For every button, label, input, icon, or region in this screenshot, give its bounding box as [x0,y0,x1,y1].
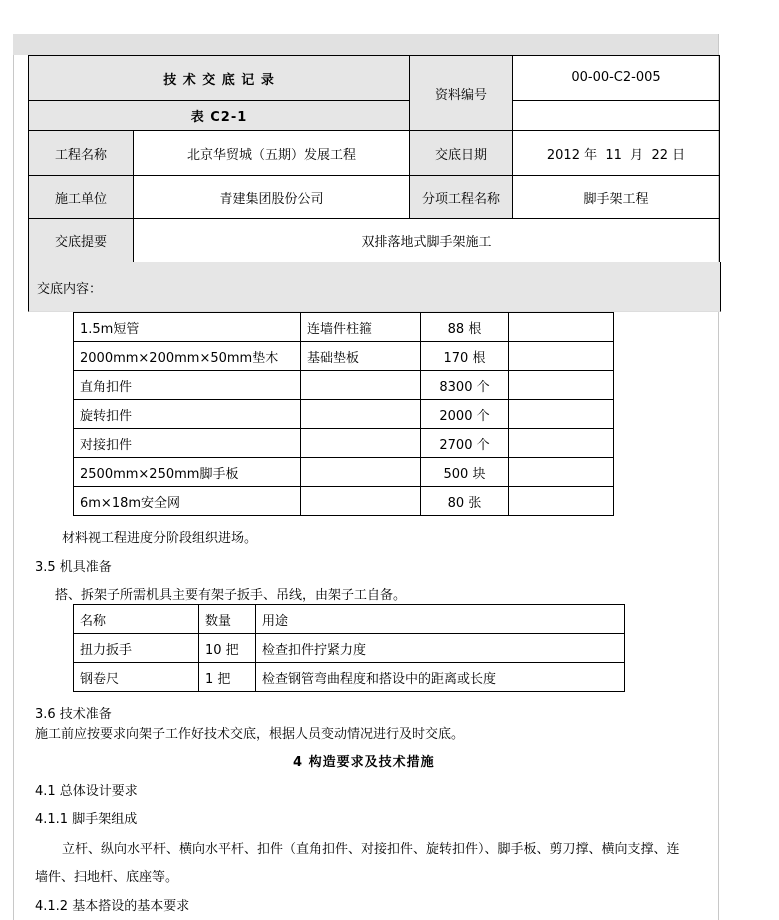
form-number: 表 C2-1 [29,101,410,131]
date-label: 交底日期 [410,131,513,176]
material-blank [509,342,614,371]
material-name: 2500mm×250mm脚手板 [74,458,301,487]
material-blank [509,313,614,342]
material-qty: 2000 个 [421,400,509,429]
material-name: 直角扣件 [74,371,301,400]
project-name-value: 北京华贸城（五期）发展工程 [134,131,410,176]
section-3-5-title: 3.5 机具准备 [35,560,112,575]
table-row [74,371,614,400]
section-4-1-1-text-line1: 立杆、纵向水平杆、横向水平杆、扣件（直角扣件、对接扣件、旋转扣件）、脚手板、剪刀撑、横向支撑、连 [62,842,680,857]
material-blank [509,487,614,516]
page-top-bar [13,34,718,55]
date-value: 2012 年 11 月 22 日 [513,131,720,176]
material-use: 基础垫板 [301,342,421,371]
record-header-table [28,55,720,263]
summary-value: 双排落地式脚手架施工 [134,219,720,263]
material-name: 1.5m短管 [74,313,301,342]
materials-table-body [74,313,614,516]
section-4-1-title: 4.1 总体设计要求 [35,784,138,799]
material-blank [509,458,614,487]
tool-name: 钢卷尺 [74,663,199,692]
table-row [74,313,614,342]
materials-note: 材料视工程进度分阶段组织进场。 [62,531,258,546]
material-qty: 88 根 [421,313,509,342]
subproject-value: 脚手架工程 [513,176,720,219]
section-4-1-1-title: 4.1.1 脚手架组成 [35,812,138,827]
section-4-1-1-text-line2: 墙件、扫地杆、底座等。 [35,870,179,885]
section-3-6-text: 施工前应按要求向架子工作好技术交底，根据人员变动情况进行及时交底。 [35,727,465,742]
table-row [74,342,614,371]
tools-table [73,604,625,692]
tool-use: 检查钢管弯曲程度和搭设中的距离或长度 [256,663,625,692]
material-use [301,458,421,487]
doc-no-label: 资料编号 [410,56,513,131]
chapter-4-title: 4 构造要求及技术措施 [293,755,435,770]
section-3-5-text: 搭、拆架子所需机具主要有架子扳手、吊线，由架子工自备。 [55,588,407,603]
table-row [74,429,614,458]
column-header-name: 名称 [74,605,199,634]
contractor-value: 青建集团股份公司 [134,176,410,219]
material-qty: 170 根 [421,342,509,371]
material-blank [509,371,614,400]
material-use: 连墙件柱箍 [301,313,421,342]
material-qty: 500 块 [421,458,509,487]
table-row [74,663,625,692]
column-header-qty: 数量 [199,605,256,634]
tool-name: 扭力扳手 [74,634,199,663]
column-header-use: 用途 [256,605,625,634]
subproject-label: 分项工程名称 [410,176,513,219]
material-blank [509,429,614,458]
material-name: 对接扣件 [74,429,301,458]
table-row [74,458,614,487]
material-blank [509,400,614,429]
material-use [301,487,421,516]
section-4-1-2-title: 4.1.2 基本搭设的基本要求 [35,899,190,914]
material-qty: 80 张 [421,487,509,516]
summary-label: 交底提要 [29,219,134,263]
material-name: 旋转扣件 [74,400,301,429]
section-3-6-title: 3.6 技术准备 [35,707,112,722]
contractor-label: 施工单位 [29,176,134,219]
materials-table [73,312,614,516]
material-qty: 8300 个 [421,371,509,400]
table-row [74,487,614,516]
table-row [74,400,614,429]
material-name: 2000mm×200mm×50mm垫木 [74,342,301,371]
tool-qty: 10 把 [199,634,256,663]
tool-qty: 1 把 [199,663,256,692]
content-section-header [28,262,721,312]
project-name-label: 工程名称 [29,131,134,176]
tool-use: 检查扣件拧紧力度 [256,634,625,663]
doc-no-value: 00-00-C2-005 [513,56,720,101]
table-header-row [74,605,625,634]
doc-no-empty-cell [513,101,720,131]
material-qty: 2700 个 [421,429,509,458]
material-use [301,400,421,429]
content-label: 交底内容： [37,282,103,297]
material-name: 6m×18m安全网 [74,487,301,516]
page-left-edge [13,55,14,920]
material-use [301,429,421,458]
material-use [301,371,421,400]
record-title: 技 术 交 底 记 录 [29,56,410,101]
table-row [74,634,625,663]
